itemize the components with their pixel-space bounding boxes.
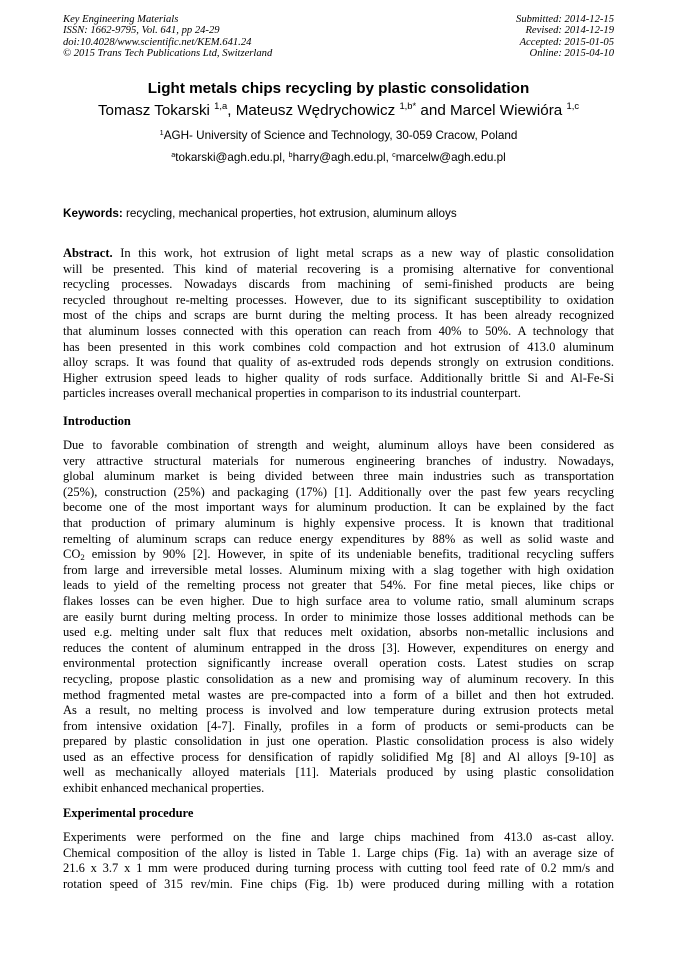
keywords-text: recycling, mechanical properties, hot extrusion, aluminum alloys — [122, 207, 457, 220]
experimental-heading: Experimental procedure — [63, 806, 194, 820]
text-line: become one of the most important ways for aluminum production. It can be explained by the fact — [63, 500, 614, 515]
text-line: Abstract. In this work, hot extrusion of light metal scraps as a new way of plastic consolidation — [63, 246, 614, 260]
accepted-date: Accepted: 2015-01-05 — [519, 36, 614, 48]
text-line: that aluminum losses connected with this operation can reach from 40% to 50%. A technology that — [63, 323, 614, 338]
email-link[interactable]: harry@agh.edu.pl — [292, 151, 386, 164]
email-link[interactable]: marcelw@agh.edu.pl — [395, 151, 506, 164]
author-list — [53, 102, 624, 121]
author-separator: , — [227, 102, 236, 119]
introduction-heading: Introduction — [63, 414, 131, 428]
text-line: rotation speed of 315 rev/min. Fine chips (Fig. 1b) were produced during milling with a rotation — [63, 876, 614, 891]
journal-info — [63, 14, 272, 59]
text-line: from large and irreversible metal losses. Aluminum mixing with a slag together with high oxidation — [63, 562, 614, 577]
text-line: Experiments were performed on the fine and large chips machined from 413.0 as-cast alloy. — [63, 830, 614, 844]
affiliation-text: AGH- University of Science and Technology, 30-059 Cracow, Poland — [163, 129, 518, 142]
author-affil-mark: 1,b* — [399, 100, 417, 112]
text-line: reduces the content of aluminum entrapped in the dross [3]. However, expenditures on energy and — [63, 640, 614, 655]
text-line: particles increases overall mechanical properties in comparison to its industrial counterpart. — [63, 386, 521, 401]
doi-line: doi:10.4028/www.scientific.net/KEM.641.24 — [63, 36, 252, 48]
email-link[interactable]: tokarski@agh.edu.pl — [175, 151, 283, 164]
text-line: prepared by plastic consolidation in just one operation. Plastic consolidation process is also widely — [63, 734, 614, 749]
keywords — [63, 207, 614, 221]
text-line: most of the chips and scraps are burnt during the melting process. It has been already recognized — [63, 308, 614, 323]
text-line: Chemical composition of the alloy is listed in Table 1. Large chips (Fig. 1a) with an average size of — [63, 845, 614, 860]
abstract — [63, 246, 614, 402]
email-mark: c — [392, 149, 396, 159]
email-separator: , — [282, 151, 289, 164]
paper-title: Light metals chips recycling by plastic consolidation — [147, 80, 530, 97]
text-line: has been presented in this work combines cold compaction and hot extrusion of 413.0 aluminum — [63, 339, 614, 354]
text-line: Higher extrusion speed leads to higher quality of rods surface. Additionally brittle Si and Al-Fe-Si — [63, 370, 614, 385]
text-line: leads to yield of the remelting process not greater that 54%. For fine metal pieces, like chips or — [63, 578, 614, 593]
issn-line: ISSN: 1662-9795, Vol. 641, pp 24-29 — [63, 25, 220, 37]
text-line: As a result, no melting process is involved and low temperature during extrusion protects metal — [63, 703, 614, 718]
text-line: will be presented. This kind of material recovering is a promising alternative for conventional — [63, 261, 614, 276]
text-line: alloy scraps. It was found that quality of as-extruded rods depends strongly on extrusion conditions. — [63, 355, 614, 370]
text-line: well as mechanically alloyed materials [11]. Materials produced by using plastic consolidation — [63, 765, 614, 780]
revised-date: Revised: 2014-12-19 — [525, 25, 614, 37]
text-line: that production of primary aluminum is highly expensive process. It is known that traditional — [63, 515, 614, 530]
text-line: recycled throughout re-melting processes. However, due to its significant susceptibility to oxidation — [63, 292, 614, 307]
email-mark: a — [171, 149, 176, 159]
author-emails — [63, 151, 614, 166]
author-affil-mark: 1,a — [214, 100, 228, 112]
author-name: Tomasz Tokarski — [97, 102, 210, 119]
introduction-body — [63, 438, 614, 797]
text-line: recycling, propose plastic consolidation as a new and promising way of aluminum recovery. In this — [63, 671, 614, 686]
text-line: global aluminum market is being divided between three main industries such as transportation — [63, 469, 614, 484]
text-line: remelting of aluminum scraps can reduce energy expenditures by 88% as well as solid waste and — [63, 531, 614, 546]
experimental-body — [63, 830, 614, 892]
affiliation-mark: 1 — [159, 127, 164, 137]
text-line: flakes losses can be even higher. Due to high surface area to volume ratio, small aluminum scraps — [63, 593, 614, 608]
author-separator: and — [416, 102, 450, 119]
journal-name: Key Engineering Materials — [63, 14, 179, 25]
text-line: used as an effective process for densification of rapidly solidified Mg [8] and Al alloys [9-10] as — [63, 749, 614, 764]
email-separator: , — [385, 151, 393, 164]
text-line: are easily burnt during melting process. In order to minimize those losses additional methods can be — [63, 609, 614, 624]
text-line: very attractive structural materials for numerous engineering branches of industry. Nowadays, — [63, 453, 614, 468]
text-line: $CO_2$ emission by 90% [2]. However, in spite of its undeniable benefits, traditional recycling suffers — [63, 547, 614, 563]
author-name: Mateusz Wędrychowicz — [235, 102, 396, 119]
text-line: method fragmented metal wastes are pre-compacted into a form of a billet and then hot extruded. — [63, 687, 614, 702]
copyright-line: © 2015 Trans Tech Publications Ltd, Switzerland — [63, 47, 273, 59]
author-affil-mark: 1,c — [566, 100, 580, 112]
online-date: Online: 2015-04-10 — [529, 47, 614, 59]
author-name: Marcel Wiewióra — [449, 102, 563, 119]
abstract-label: Abstract. — [63, 246, 113, 260]
affiliation — [63, 129, 614, 144]
text-line: from intensive oxidation [4-7]. Finally, profiles in a form of products or semi-products can be — [63, 718, 614, 733]
text-line: (25%), construction (25%) and packaging (17%) [1]. Additionally over the past few years recycling — [63, 484, 614, 499]
text-line: exhibit enhanced mechanical properties. — [63, 781, 265, 796]
text-line: recycling processes. Nowadays discards from machining of semi-finished products are being — [63, 277, 614, 292]
keywords-label: Keywords: — [63, 207, 123, 220]
text-line: Due to favorable combination of strength and weight, aluminum alloys have been considered as — [63, 438, 614, 452]
text-line: used e.g. melting under salt flux that reduces melt oxidation, absorbs non-metallic inclusions and — [63, 625, 614, 640]
submitted-date: Submitted: 2014-12-15 — [516, 14, 614, 25]
text-line: 21.6 x 3.7 x 1 mm were produced during turning process with cutting tool feed rate of 0.2 mm/s and — [63, 861, 614, 876]
text-line: environmental protection significantly increase overall operation costs. Latest studies on scrap — [63, 656, 614, 671]
publication-dates — [516, 14, 614, 59]
email-mark: b — [288, 149, 293, 159]
